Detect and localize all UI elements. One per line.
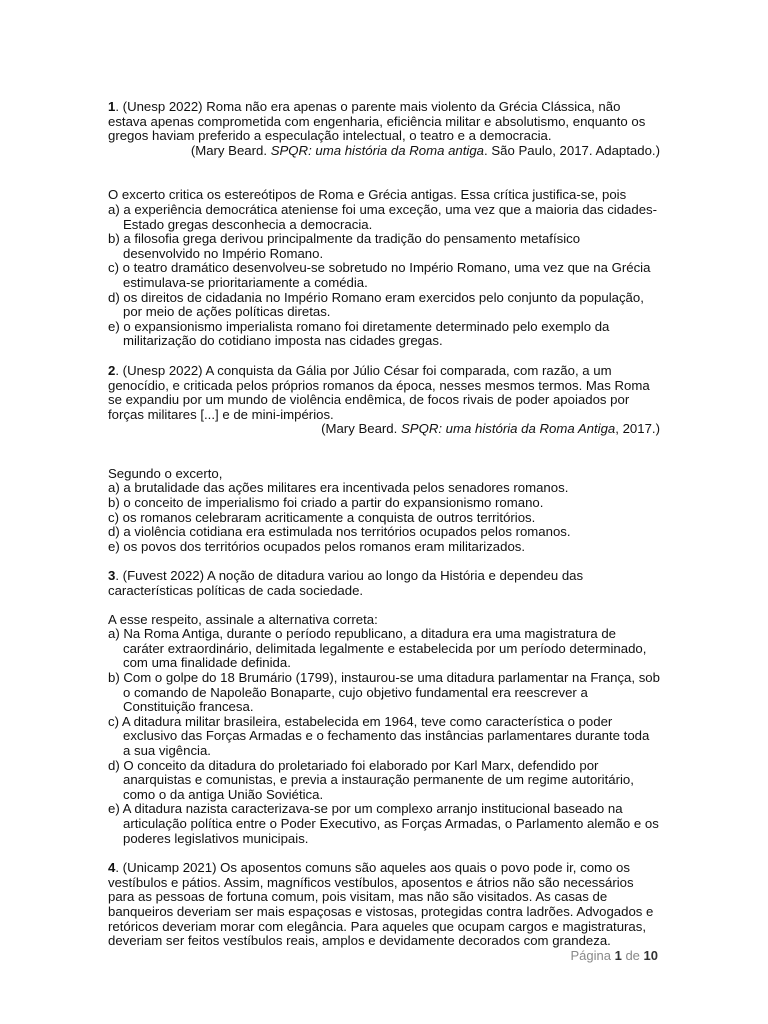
question-2-citation — [108, 422, 660, 437]
citation-title: SPQR: uma história da Roma antiga — [270, 142, 485, 158]
citation-prefix: (Mary Beard. — [190, 142, 271, 158]
page-total: 10 — [643, 948, 658, 963]
option-a: a) Na Roma Antiga, durante o período republicano, a ditadura era uma magistratura de caráter extraordinário, delimitada legalmente e estabelecida por um período determinado, com uma finalidade definida. — [108, 626, 647, 671]
page-number: 1 — [614, 948, 622, 963]
citation-suffix: , 2017.) — [615, 421, 660, 437]
citation-title: SPQR: uma história da Roma Antiga — [400, 421, 616, 437]
question-3-number: 3 — [108, 568, 116, 584]
option-b: b) a filosofia grega derivou principalmente da tradição do pensamento metafísico desenvolvido no Império Romano. — [108, 231, 581, 261]
question-1-stem: O excerto critica os estereótipos de Roma e Grécia antigas. Essa crítica justifica-se, pois — [108, 187, 627, 203]
option-d: d) a violência cotidiana era estimulada nos territórios ocupados pelos romanos. — [108, 524, 571, 540]
citation-prefix: (Mary Beard. — [321, 421, 401, 437]
question-1-options — [108, 203, 660, 349]
question-2-text: . (Unesp 2022) A conquista da Gália por Júlio César foi comparada, com razão, a um genocídio, e criticada pelos próprios romanos da época, nesses mesmos termos. Mas Roma se expandiu por um mundo de violência endêmica, de focos rivais de poder apoiados por forças militares [...] e de mini-impérios. — [108, 362, 650, 422]
option-e: e) os povos dos territórios ocupados pelos romanos eram militarizados. — [108, 538, 526, 554]
question-3-intro — [108, 569, 660, 598]
question-2-intro — [108, 364, 660, 422]
option-a: a) a brutalidade das ações militares era incentivada pelos senadores romanos. — [108, 480, 569, 496]
question-1-intro — [108, 100, 660, 144]
page-label: Página — [570, 948, 615, 963]
option-c: c) o teatro dramático desenvolveu-se sobretudo no Império Romano, uma vez que na Grécia estimulava-se prioritariamente a comédia. — [108, 260, 651, 290]
option-c: c) os romanos celebraram acriticamente a conquista de outros territórios. — [108, 509, 536, 525]
question-3-options — [108, 627, 660, 846]
option-c: c) A ditadura militar brasileira, estabelecida em 1964, teve como característica o poder exclusivo das Forças Armadas e o fechamento das instâncias parlamentares durante toda a sua vigência. — [108, 713, 650, 758]
option-d: d) os direitos de cidadania no Império Romano eram exercidos pelo conjunto da população, por meio de ações políticas diretas. — [108, 289, 644, 320]
option-a: a) a experiência democrática ateniense foi uma exceção, uma vez que a maioria das cidades-Estado gregas desconhecia a democracia. — [108, 201, 658, 232]
question-1-number: 1 — [108, 99, 116, 114]
question-4-intro — [108, 861, 660, 949]
question-2-stem: Segundo o excerto, — [108, 465, 223, 481]
page-footer — [571, 949, 658, 964]
of-label: de — [621, 948, 644, 963]
question-3-text: . (Fuvest 2022) A noção de ditadura variou ao longo da História e dependeu das características políticas de cada sociedade. — [108, 568, 584, 599]
option-b: b) o conceito de imperialismo foi criado a partir do expansionismo romano. — [108, 495, 544, 511]
question-3 — [108, 569, 660, 846]
option-e: e) A ditadura nazista caracterizava-se por um complexo arranjo institucional baseado na articulação política entre o Poder Executivo, as Forças Armadas, o Parlamento alemão e os poderes legislativos municipais. — [108, 801, 659, 846]
option-b: b) Com o golpe do 18 Brumário (1799), instaurou-se uma ditadura parlamentar na França, sob o comando de Napoleão Bonaparte, cujo objetivo fundamental era reescrever a Constituição francesa. — [108, 670, 660, 715]
question-2-options — [108, 481, 660, 554]
question-1-citation — [108, 144, 660, 159]
option-e: e) o expansionismo imperialista romano foi diretamente determinado pelo exemplo da militarização do cotidiano imposta nas cidades gregas. — [108, 318, 610, 349]
question-4-number: 4 — [108, 860, 116, 876]
question-4 — [108, 861, 660, 949]
question-2 — [108, 364, 660, 555]
question-2-number: 2 — [108, 362, 116, 378]
question-4-text: . (Unicamp 2021) Os aposentos comuns são aqueles aos quais o povo pode ir, como os vestíbulos e pátios. Assim, magníficos vestíbulos, aposentos e átrios não são necessários para as pessoas de fortuna comum, pois visitam, mas não são visitados. As casas de banqueiros deveriam ser mais espaçosas e vistosas, protegidas contra ladrões. Advogados e retóricos deveriam morar com elegância. Para aqueles que ocupam cargos e magistraturas, deveriam ser feitos vestíbulos reais, amplos e devidamente decorados com grandeza. — [108, 860, 654, 949]
question-1-text: . (Unesp 2022) Roma não era apenas o parente mais violento da Grécia Clássica, não estava apenas comprometida com engenharia, eficiência militar e absolutismo, enquanto os gregos haviam preferido a especulação intelectual, o teatro e a democracia. — [108, 99, 646, 144]
question-3-stem: A esse respeito, assinale a alternativa correta: — [108, 611, 378, 627]
citation-suffix: . São Paulo, 2017. Adaptado.) — [484, 142, 660, 158]
question-1 — [108, 100, 660, 349]
option-d: d) O conceito da ditadura do proletariado foi elaborado por Karl Marx, defendido por anarquistas e comunistas, e previa a instauração permanente de um regime autoritário, como o da antiga União Soviética. — [108, 757, 634, 802]
